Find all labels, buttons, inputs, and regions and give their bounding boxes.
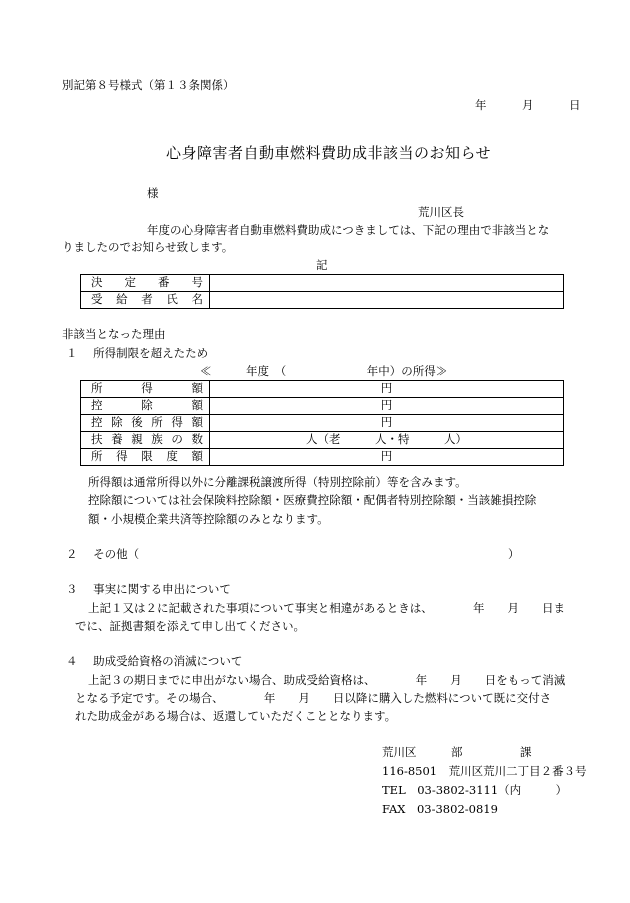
income-label-dependents: 扶 養 親 族 の 数	[81, 432, 210, 449]
info-row-decision-number	[81, 275, 564, 292]
page-title: 心身障害者自動車燃料費助成非該当のお知らせ	[166, 144, 492, 162]
issuer: 荒川区長	[418, 205, 464, 219]
form-label: 別記第８号様式（第１３条関係）	[62, 78, 235, 92]
section2-number: ２	[66, 547, 78, 561]
date-year-label: 年	[475, 98, 487, 112]
section4-line-3: れた助成金がある場合は、返還していただくこととなります。	[75, 709, 397, 723]
income-note-2-line-2: 額・小規模企業共済等控除額のみとなります。	[88, 512, 329, 526]
contact-tel: TEL 03-3802-3111（内 ）	[382, 783, 568, 797]
section3-line-2: でに、証拠書類を添えて申し出てください。	[75, 619, 305, 633]
reason-heading: 非該当となった理由	[62, 327, 166, 341]
income-row	[81, 381, 564, 398]
income-row	[81, 415, 564, 432]
section4-heading	[66, 655, 242, 669]
section3-heading	[66, 583, 231, 597]
date-month-label: 月	[522, 98, 534, 112]
contact-fax: FAX 03-3802-0819	[382, 802, 498, 816]
income-caption: ≪ 年度 （ 年中）の所得≫	[200, 364, 448, 378]
section4-number: ４	[66, 654, 78, 668]
income-value-after-deduction: 円	[210, 415, 564, 432]
income-label-deduction: 控 除 額	[81, 398, 210, 415]
income-row	[81, 398, 564, 415]
intro-line-2: りましたのでお知らせ致します。	[62, 240, 234, 254]
section3-line-1: 上記１又は２に記載された事項について事実と相違があるときは、 年 月 日ま	[88, 601, 566, 615]
info-table	[80, 274, 564, 309]
income-table	[80, 380, 564, 466]
section2-close: ）	[508, 547, 520, 561]
contact-address: 116-8501 荒川区荒川二丁目２番３号	[382, 764, 587, 778]
ki-mark: 記	[316, 258, 328, 272]
income-row	[81, 432, 564, 449]
section1-heading	[66, 347, 208, 361]
income-label-limit: 所 得 限 度 額	[81, 449, 210, 466]
income-value-limit: 円	[210, 449, 564, 466]
section4-line-1: 上記３の期日までに申出がない場合、助成受給資格は、 年 月 日をもって消滅	[88, 673, 566, 687]
income-value-dependents: 人（老 人・特 人）	[210, 432, 564, 449]
income-label-income: 所 得 額	[81, 381, 210, 398]
income-row	[81, 449, 564, 466]
income-note-2-line-1: 控除額については社会保険料控除額・医療費控除額・配偶者特別控除額・当該雑損控除	[88, 493, 537, 507]
section4-line-2: となる予定です。その場合、 年 月 日以降に購入した燃料について既に交付さ	[75, 691, 552, 705]
section1-number: １	[66, 346, 78, 360]
info-value-recipient-name	[210, 292, 564, 309]
section3-title: 事実に関する申出について	[93, 582, 231, 596]
contact-dept: 荒川区 部 課	[382, 745, 532, 759]
info-row-recipient-name	[81, 292, 564, 309]
section3-number: ３	[66, 582, 78, 596]
addressee-suffix: 様	[147, 186, 159, 200]
section2-title: その他（	[93, 547, 140, 561]
section4-title: 助成受給資格の消滅について	[93, 654, 243, 668]
section1-title: 所得制限を超えたため	[93, 346, 209, 360]
income-label-after-deduction: 控 除 後 所 得 額	[81, 415, 210, 432]
date-day-label: 日	[569, 98, 581, 112]
income-value-deduction: 円	[210, 398, 564, 415]
income-value-income: 円	[210, 381, 564, 398]
info-label-decision-number: 決 定 番 号	[81, 275, 210, 292]
income-note-1: 所得額は通常所得以外に分離課税譲渡所得（特別控除前）等を含みます。	[88, 475, 467, 489]
section2-heading	[66, 548, 139, 562]
info-label-recipient-name: 受 給 者 氏 名	[81, 292, 210, 309]
intro-line-1: 年度の心身障害者自動車燃料費助成につきましては、下記の理由で非該当とな	[147, 223, 550, 237]
info-value-decision-number	[210, 275, 564, 292]
